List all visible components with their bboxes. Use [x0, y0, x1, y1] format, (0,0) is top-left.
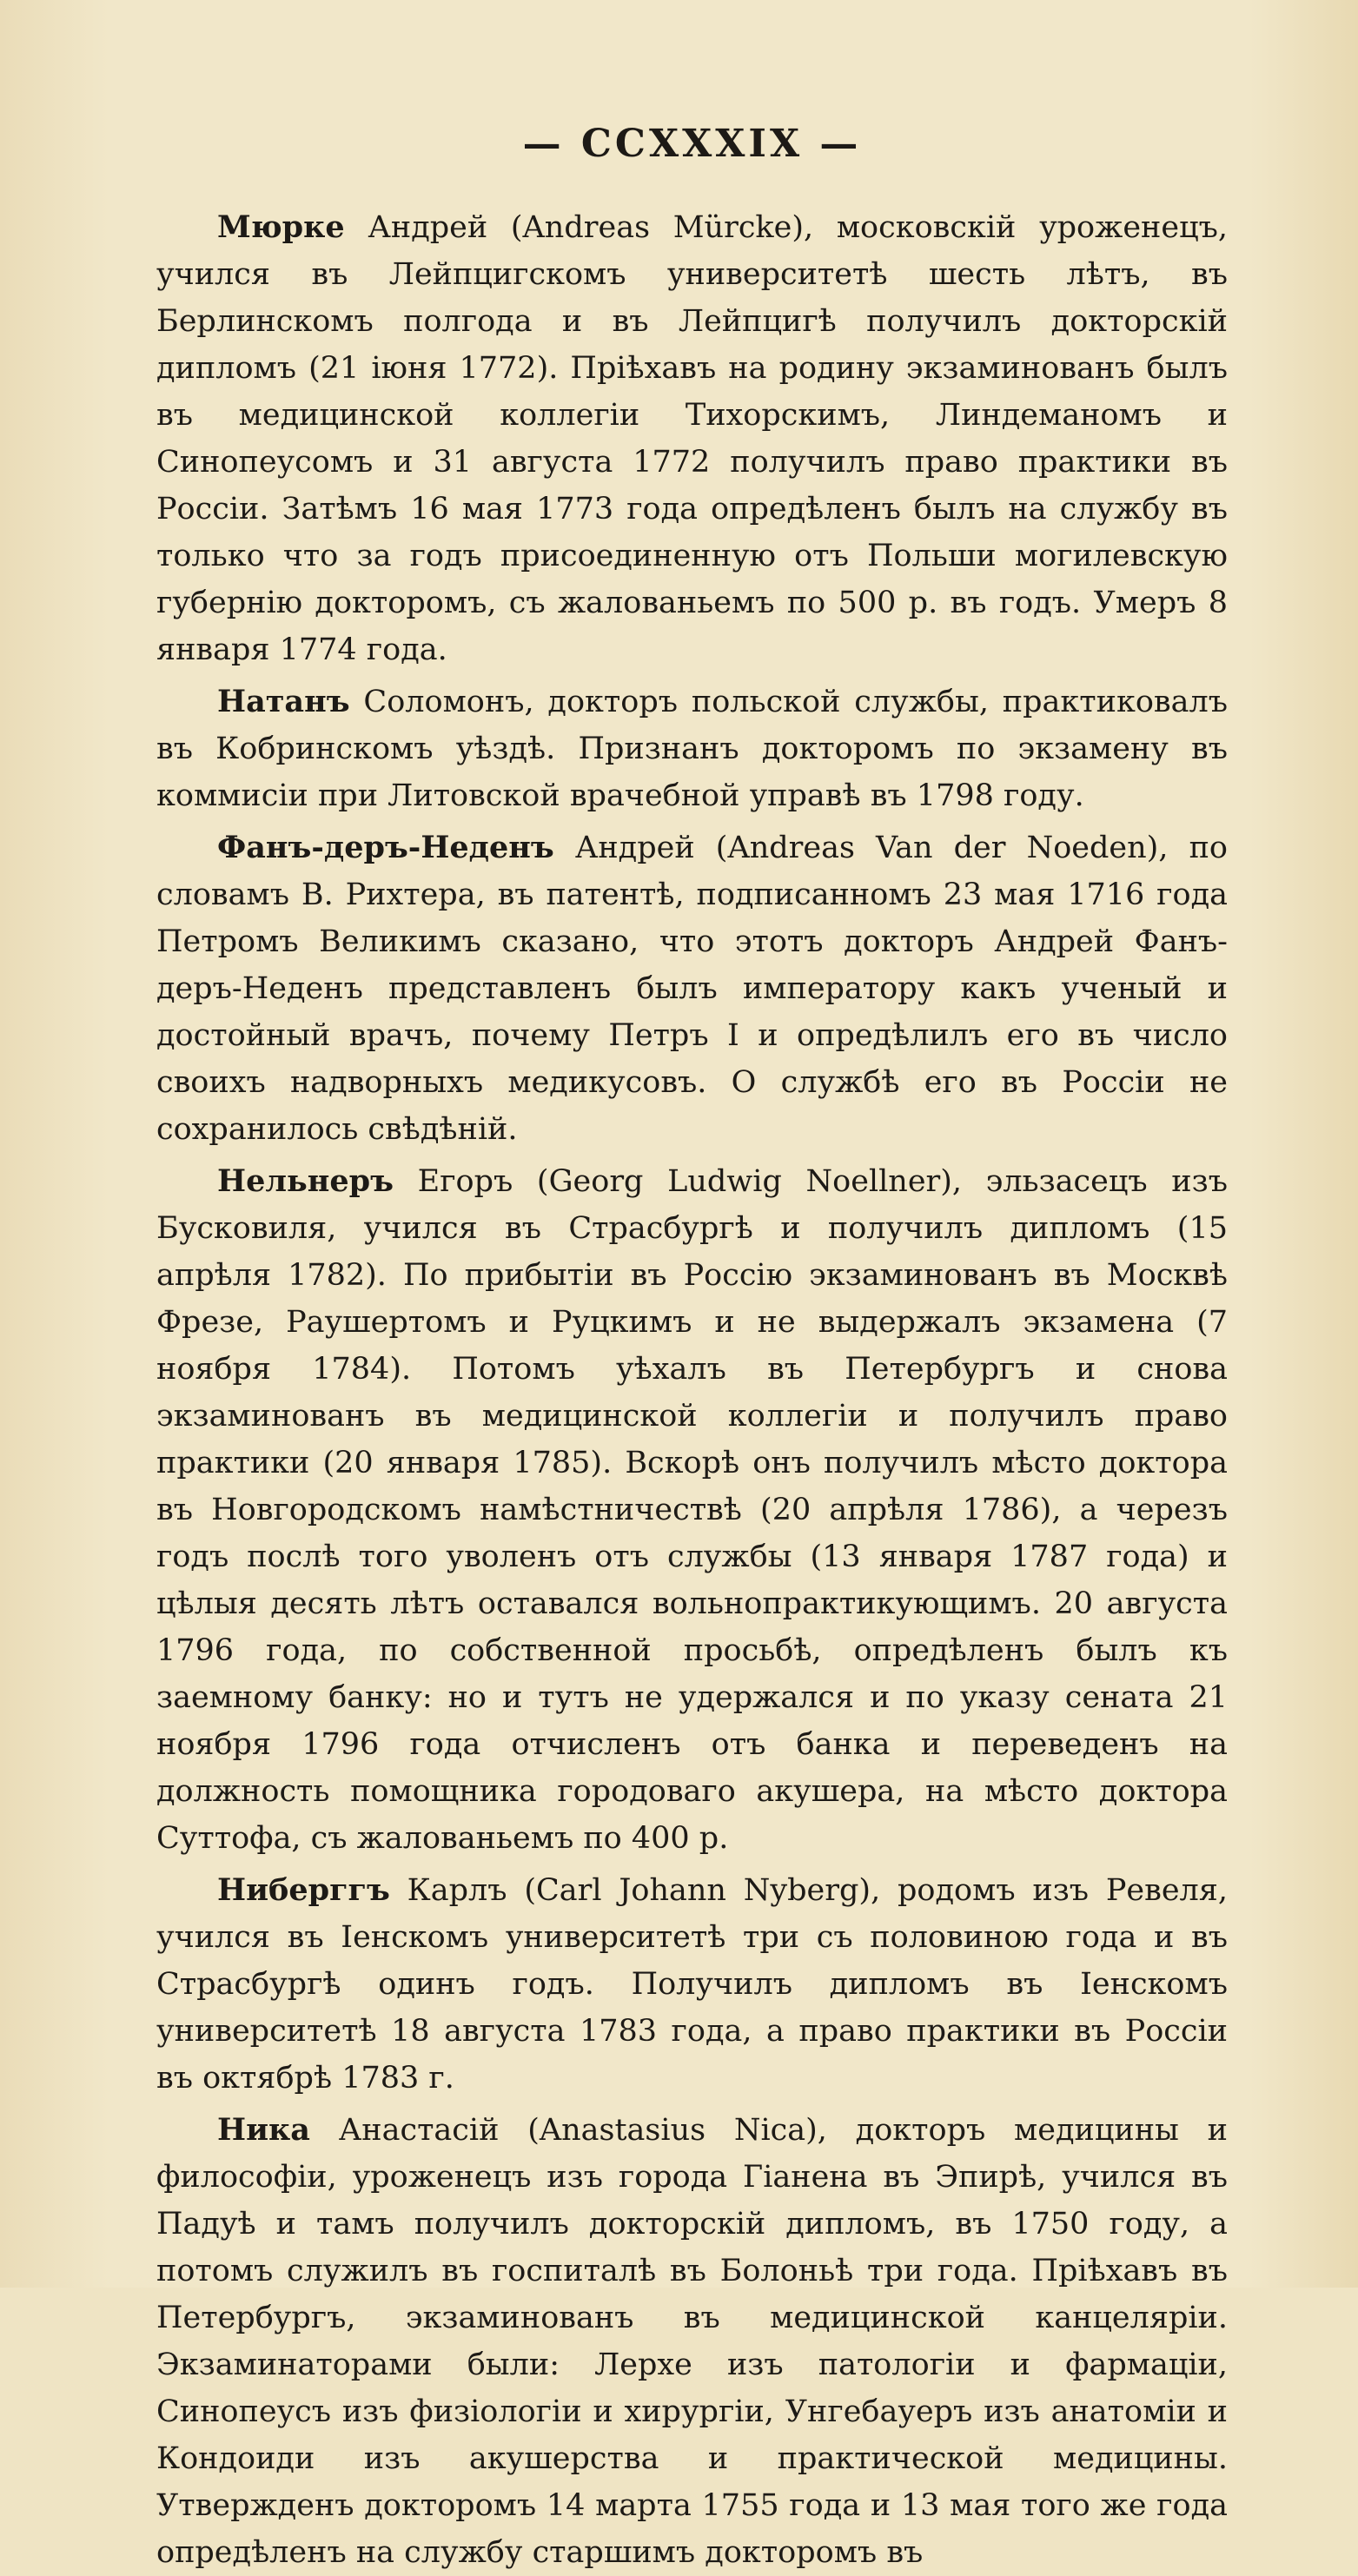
entry-name: Фанъ-деръ-Неденъ: [217, 830, 554, 865]
entry-text: Андрей (Andreas Van der Noeden), по словамъ В. Рихтера, въ патентѣ, подписанномъ 23 мая 1716 года Петромъ Великимъ сказано, что этотъ докторъ Андрей Фанъ-деръ-Неденъ представленъ былъ императору какъ ученый и достойный врачъ, почему Петръ I и опредѣлилъ его въ число своихъ надворныхъ медикусовъ. О службѣ его въ Россіи не сохранилось свѣдѣній.: [156, 831, 1228, 1147]
entry-noellner: [156, 1158, 1228, 1862]
entry-text: Карлъ (Carl Johann Nyberg), родомъ изъ Ревеля, учился въ Іенскомъ университетѣ три съ половиною года и въ Страсбургѣ одинъ годъ. Получилъ дипломъ въ Іенскомъ университетѣ 18 августа 1783 года, а право практики въ Россіи въ октябрѣ 1783 г.: [156, 1873, 1228, 2096]
entry-name: Ниберггъ: [217, 1872, 390, 1908]
entry-text: Андрей (Andreas Mürcke), московскій уроженецъ, учился въ Лейпцигскомъ университетѣ шесть лѣтъ, въ Берлинскомъ полгода и въ Лейпцигѣ получилъ докторскій дипломъ (21 іюня 1772). Пріѣхавъ на родину экзаминованъ былъ въ медицинской коллегіи Тихорскимъ, Линдеманомъ и Синопеусомъ и 31 августа 1772 получилъ право практики въ Россіи. Затѣмъ 16 мая 1773 года опредѣленъ былъ на службу въ только что за годъ присоединенную отъ Польши могилевскую губернію докторомъ, съ жалованьемъ по 500 р. въ годъ. Умеръ 8 января 1774 года.: [156, 210, 1228, 667]
entry-text: Егоръ (Georg Ludwig Noellner), эльзасецъ изъ Бусковиля, учился въ Страсбургѣ и получилъ дипломъ (15 апрѣля 1782). По прибытіи въ Россію экзаминованъ въ Москвѣ Фрезе, Раушертомъ и Руцкимъ и не выдержалъ экзамена (7 ноября 1784). Потомъ уѣхалъ въ Петербургъ и снова экзаминованъ въ медицинской коллегіи и получилъ право практики (20 января 1785). Вскорѣ онъ получилъ мѣсто доктора въ Новгородскомъ намѣстничествѣ (20 апрѣля 1786), а черезъ годъ послѣ того уволенъ отъ службы (13 января 1787 года) и цѣлыя десять лѣтъ оставался вольнопрактикующимъ. 20 августа 1796 года, по собственной просьбѣ, опредѣленъ былъ къ заемному банку: но и тутъ не удержался и по указу сената 21 ноября 1796 года отчисленъ отъ банка и переведенъ на должность помощника городоваго акушера, на мѣсто доктора Суттофа, съ жалованьемъ по 400 р.: [156, 1164, 1228, 1856]
page-number-header: — CCXXXIX —: [522, 122, 862, 166]
entry-nica: [156, 2107, 1228, 2576]
entry-text: Анастасій (Anastasius Nica), докторъ медицины и философіи, уроженецъ изъ города Гіанена въ Эпирѣ, учился въ Падуѣ и тамъ получилъ докторскій дипломъ, въ 1750 году, а потомъ служилъ въ госпиталѣ въ Болоньѣ три года. Пріѣхавъ въ Петербургъ, экзаминованъ въ медицинской канцеляріи. Экзаминаторами были: Лерхе изъ патологіи и фармаціи, Синопеусъ изъ физіологіи и хирургіи, Унгебауеръ изъ анатоміи и Кондоиди изъ акушерства и практической медицины. Утвержденъ докторомъ 14 марта 1755 года и 13 мая того же года опредѣленъ на службу старшимъ докторомъ въ: [156, 2113, 1228, 2570]
entry-nyberg: [156, 1867, 1228, 2102]
entry-name: Мюрке: [217, 209, 345, 245]
entry-natan: [156, 679, 1228, 819]
entry-name: Ника: [217, 2112, 310, 2148]
entry-text: Соломонъ, докторъ польской службы, практиковалъ въ Кобринскомъ уѣздѣ. Признанъ докторомъ по экзамену въ коммисіи при Литовской врачебной управѣ въ 1798 году.: [156, 685, 1228, 813]
entry-name: Нельнеръ: [217, 1163, 394, 1199]
entry-name: Натанъ: [217, 684, 350, 719]
entry-murcke: [156, 204, 1228, 673]
entry-van-der-noeden: [156, 824, 1228, 1153]
